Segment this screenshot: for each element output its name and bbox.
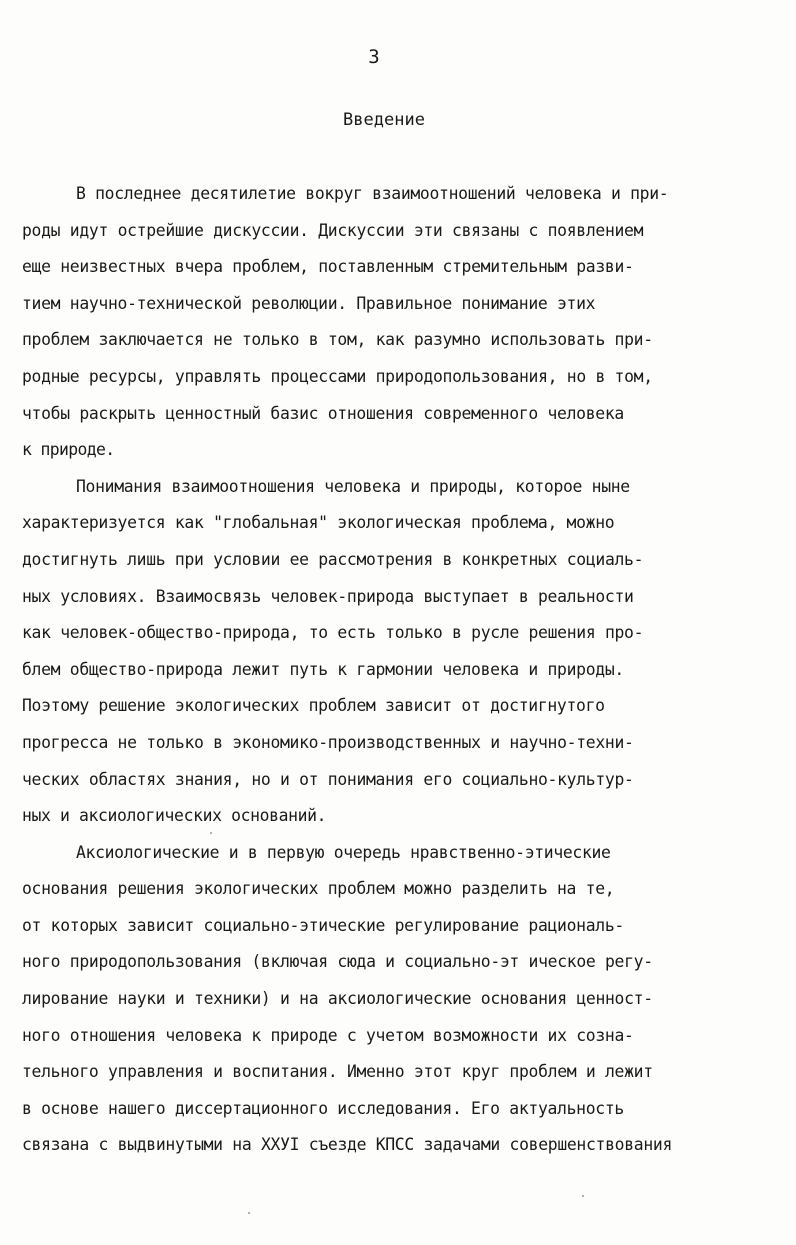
- page-number: 3: [368, 46, 380, 68]
- text-line: ного отношения человека к природе с учетом возможности их созна-: [22, 1025, 634, 1045]
- text-line: ных условиях. Взаимосвязь человек-природа выступает в реальности: [22, 586, 634, 606]
- text-line: Аксиологические и в первую очередь нравственно-этические: [76, 842, 611, 862]
- text-line: тельного управления и воспитания. Именно этот круг проблем и лежит: [22, 1062, 653, 1082]
- text-line: ного природопользования (включая сюда и социально-эт ическое регу-: [22, 952, 653, 972]
- text-line: основания решения экологических проблем можно разделить на те,: [22, 879, 615, 899]
- text-line: как человек-общество-природа, то есть только в русле решения про-: [22, 623, 644, 643]
- text-line: ческих областях знания, но и от понимания его социально-культур-: [22, 769, 634, 789]
- scan-speck: [210, 832, 212, 834]
- text-line: тием научно-технической революции. Правильное понимание этих: [22, 293, 596, 313]
- text-line: блем общество-природа лежит путь к гармонии человека и природы.: [22, 659, 624, 679]
- text-line: роды идут острейшие дискуссии. Дискуссии эти связаны с появлением: [22, 220, 644, 240]
- text-line: В последнее десятилетие вокруг взаимоотношений человека и при-: [76, 184, 669, 203]
- text-line: прогресса не только в экономико-производственных и научно-техни-: [22, 732, 634, 752]
- text-line: еще неизвестных вчера проблем, поставленным стремительным разви-: [22, 257, 634, 277]
- text-line: Понимания взаимоотношения человека и природы, которое ныне: [76, 476, 630, 496]
- text-line: характеризуется как "глобальная" экологическая проблема, можно: [22, 513, 615, 533]
- text-line: ных и аксиологических оснований.: [22, 806, 327, 826]
- scan-speck: [248, 1212, 250, 1214]
- text-line: связана с выдвинутыми на XXУI съезде КПСС задачами совершенствования: [22, 1135, 673, 1155]
- body-text: [22, 176, 784, 1164]
- section-heading: Введение: [343, 110, 425, 130]
- text-line: от которых зависит социально-этические регулирование рациональ-: [22, 915, 624, 935]
- text-line: в основе нашего диссертационного исследования. Его актуальность: [22, 1098, 624, 1118]
- text-line: Поэтому решение экологических проблем зависит от достигнутого: [22, 696, 605, 716]
- text-line: достигнуть лишь при условии ее рассмотрения в конкретных социаль-: [22, 549, 644, 569]
- text-line: к природе.: [22, 440, 115, 460]
- text-line: проблем заключается не только в том, как разумно использовать при-: [22, 330, 653, 350]
- text-line: лирование науки и техники) и на аксиологические основания ценност-: [22, 989, 653, 1009]
- text-line: чтобы раскрыть ценностный базис отношения современного человека: [22, 403, 624, 423]
- scan-speck: [582, 1195, 584, 1197]
- text-line: родные ресурсы, управлять процессами природопользования, но в том,: [22, 366, 653, 386]
